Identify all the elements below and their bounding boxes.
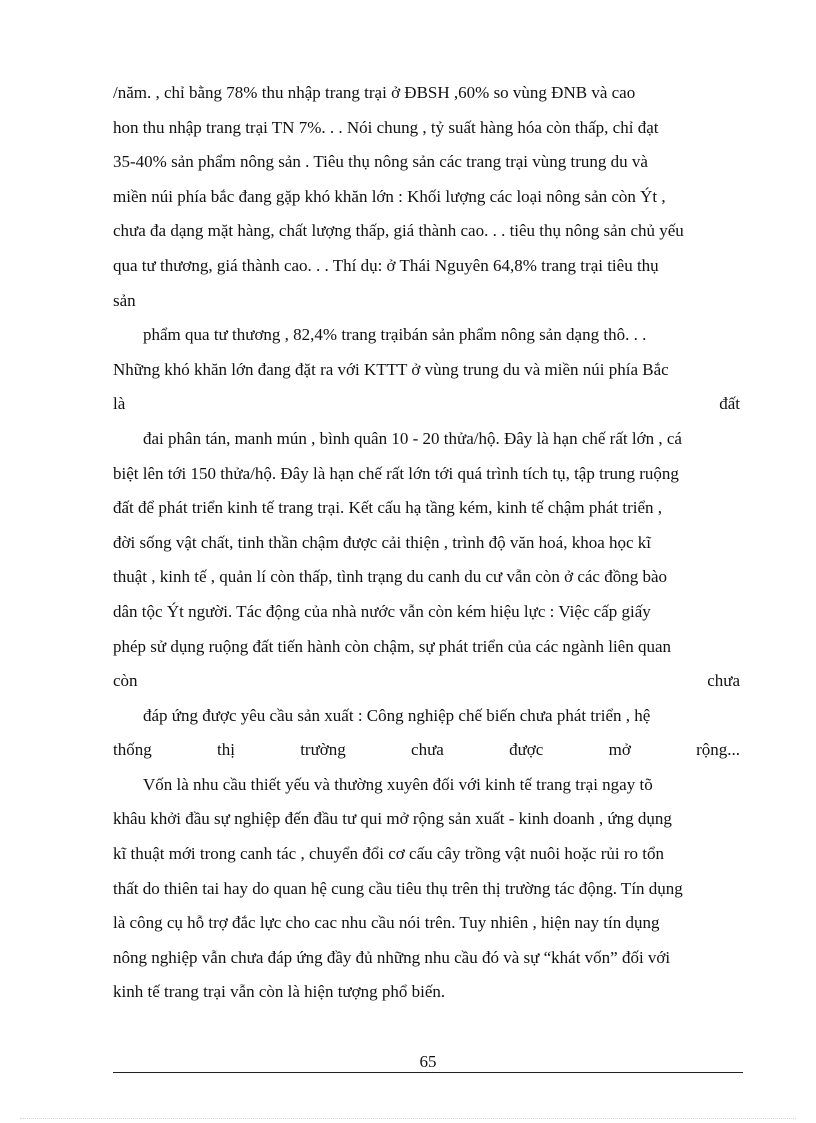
text-line <box>113 491 740 526</box>
line-text: biệt lên tới 150 thửa/hộ. Đây là hạn chế rất lớn tới quá trình tích tụ, tập trung ruộng <box>113 463 679 483</box>
line-text: khâu khởi đầu sự nghiệp đến đầu tư qui mở rộng sản xuất - kinh doanh , ứng dụng <box>113 809 672 829</box>
word: trường <box>300 740 346 760</box>
line-text: qua tư thương, giá thành cao. . . Thí dụ: ở Thái Nguyên 64,8% trang trại tiêu thụ <box>113 255 659 275</box>
word: mở <box>608 740 631 760</box>
text-line <box>113 630 740 665</box>
word: thống <box>113 740 152 760</box>
line-text: đời sống vật chất, tinh thần chậm được cải thiện , trình độ văn hoá, khoa học kĩ <box>113 532 652 552</box>
line-text: đất để phát triển kinh tế trang trại. Kết cấu hạ tầng kém, kinh tế chậm phát triển , <box>113 498 663 518</box>
text-line <box>113 664 740 699</box>
page-number: 65 <box>419 1052 437 1071</box>
text-line <box>113 76 740 111</box>
line-text: kĩ thuật mới trong canh tác , chuyển đổi cơ cấu cây trồng vật nuôi hoặc rủi ro tổn <box>113 844 664 864</box>
word: chưa <box>707 671 740 691</box>
text-line <box>113 906 740 941</box>
line-text: đáp ứng được yêu cầu sản xuất : Công nghiệp chế biến chưa phát triển , hệ <box>143 705 651 725</box>
text-line <box>113 111 740 146</box>
text-line <box>113 145 740 180</box>
text-line <box>113 560 740 595</box>
line-text: phẩm qua tư thương , 82,4% trang trạibán sản phẩm nông sản dạng thô. . . <box>143 325 647 345</box>
text-line <box>113 387 740 422</box>
line-text: nông nghiệp vẫn chưa đáp ứng đầy đủ những nhu cầu đó và sự “khát vốn” đối với <box>113 947 671 967</box>
text-line <box>113 214 740 249</box>
text-line <box>113 941 740 976</box>
line-text: thất do thiên tai hay do quan hệ cung cầu tiêu thụ trên thị trường tác động. Tín dụng <box>113 878 683 898</box>
line-text: 35-40% sản phẩm nông sản . Tiêu thụ nông sản các trang trại vùng trung du và <box>113 152 648 172</box>
body-text <box>113 76 740 1010</box>
word: còn <box>113 671 138 691</box>
text-line <box>113 457 740 492</box>
word: là <box>113 394 126 414</box>
word: chưa <box>411 740 444 760</box>
text-line <box>113 802 740 837</box>
text-line <box>113 318 740 353</box>
line-text: đai phân tán, manh mún , bình quân 10 - 20 thửa/hộ. Đây là hạn chế rất lớn , cá <box>143 428 682 448</box>
line-text: miền núi phía bắc đang gặp khó khăn lớn : Khối lượng các loại nông sản còn Ýt , <box>113 186 666 206</box>
text-line <box>113 422 740 457</box>
text-line <box>113 768 740 803</box>
line-text: là công cụ hỗ trợ đắc lực cho cac nhu cầu nói trên. Tuy nhiên , hiện nay tín dụng <box>113 913 660 933</box>
line-text: kinh tế trang trại vẫn còn là hiện tượng phổ biến. <box>113 982 446 1002</box>
text-line <box>113 284 740 319</box>
line-text: phép sử dụng ruộng đất tiến hành còn chậm, sự phát triển của các ngành liên quan <box>113 636 672 656</box>
line-text: /năm. , chỉ bằng 78% thu nhập trang trại ở ĐBSH ,60% so vùng ĐNB và cao <box>113 83 636 102</box>
word: được <box>509 740 544 760</box>
text-line <box>113 872 740 907</box>
text-line <box>113 975 740 1010</box>
text-line <box>113 180 740 215</box>
line-text: chưa đa dạng mặt hàng, chất lượng thấp, giá thành cao. . . tiêu thụ nông sản chủ yếu <box>113 221 684 241</box>
line-text: hon thu nhập trang trại TN 7%. . . Nói chung , tỷ suất hàng hóa còn thấp, chỉ đạt <box>113 117 659 137</box>
text-line <box>113 699 740 734</box>
text-line <box>113 526 740 561</box>
line-text: Những khó khăn lớn đang đặt ra với KTTT ở vùng trung du và miền núi phía Bắc <box>113 359 669 379</box>
word: đất <box>719 394 740 414</box>
text-line <box>113 353 740 388</box>
text-line <box>113 733 740 768</box>
line-text: thuật , kinh tế , quản lí còn thấp, tình trạng du canh du cư vẫn còn ở các đồng bào <box>113 567 668 587</box>
word: rộng... <box>696 740 740 760</box>
line-text: dân tộc Ýt người. Tác động của nhà nước vẫn còn kém hiệu lực : Việc cấp giấy <box>113 601 651 621</box>
page-footer <box>113 1052 743 1073</box>
text-line <box>113 595 740 630</box>
line-text: Vốn là nhu cầu thiết yếu và thường xuyên đối với kinh tế trang trại ngay tõ <box>143 774 653 794</box>
line-text: sản <box>113 290 136 310</box>
text-line <box>113 837 740 872</box>
text-line <box>113 249 740 284</box>
word: thị <box>216 740 235 760</box>
page-edge-divider <box>20 1118 796 1119</box>
